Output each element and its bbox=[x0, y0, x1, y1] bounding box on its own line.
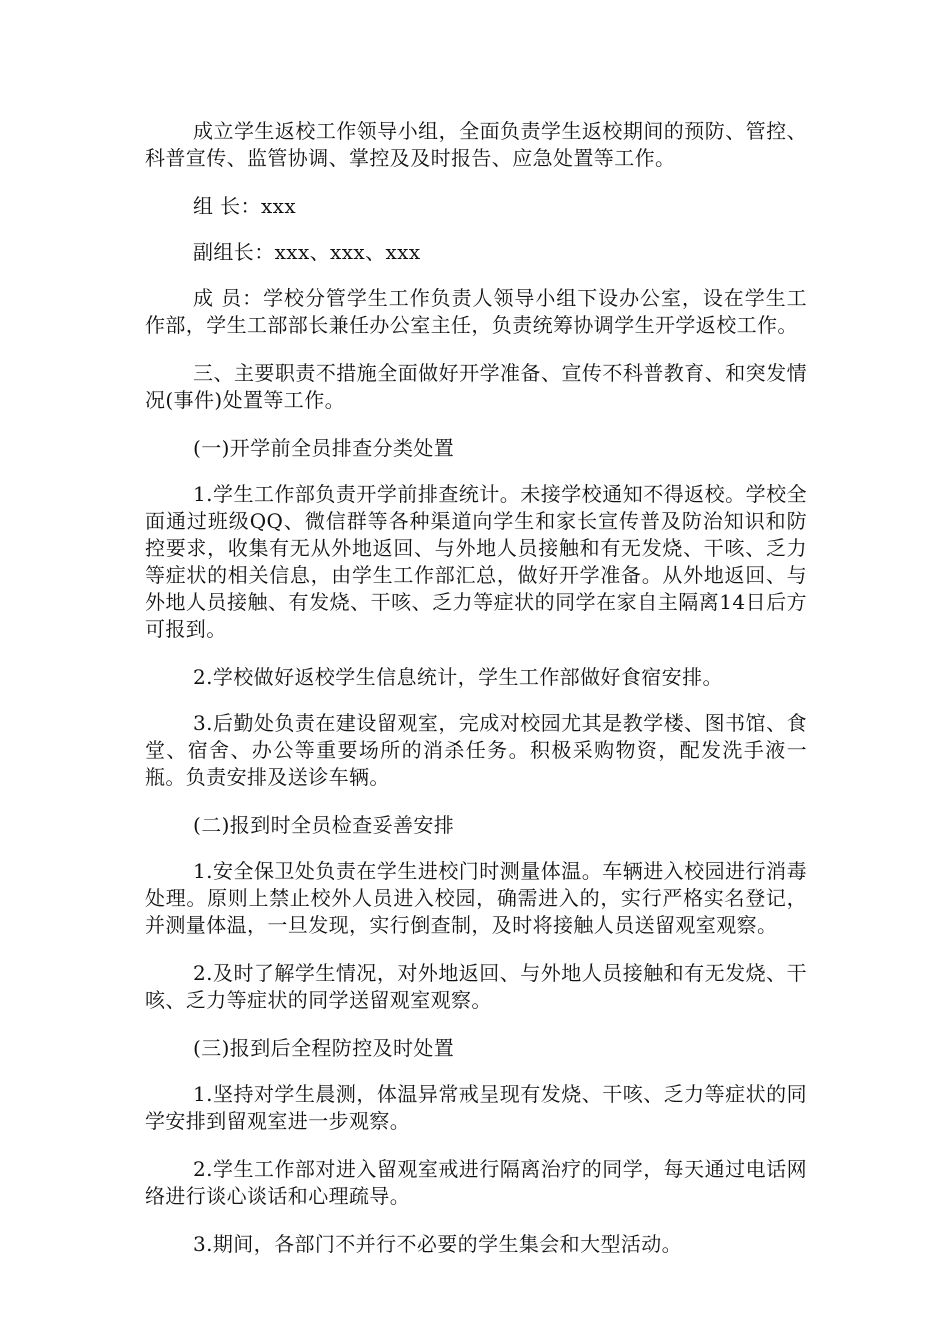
paragraph-item-3-3: 3.期间，各部门不并行不必要的学生集会和大型活动。 bbox=[193, 1232, 683, 1256]
paragraph-item-2-2: 2.及时了解学生情况，对外地返回、与外地人员接触和有无发烧、干咳、乏力等症状的同学送留观室观察。 bbox=[145, 961, 807, 1012]
paragraph-group-leader: 组 长：xxx bbox=[193, 194, 296, 218]
paragraph-leadership-group: 成立学生返校工作领导小组，全面负责学生返校期间的预防、管控、科普宣传、监管协调、掌控及及时报告、应急处置等工作。 bbox=[145, 119, 807, 170]
document-body bbox=[145, 118, 807, 1279]
paragraph-item-1-3: 3.后勤处负责在建设留观室，完成对校园尤其是教学楼、图书馆、食堂、宿舍、办公等重要场所的消杀任务。积极采购物资，配发洗手液一瓶。负责安排及送诊车辆。 bbox=[145, 711, 807, 789]
paragraph-subsection-three-heading: (三)报到后全程防控及时处置 bbox=[193, 1036, 455, 1060]
paragraph-subsection-one-heading: (一)开学前全员排查分类处置 bbox=[193, 436, 455, 460]
paragraph-item-2-1: 1.安全保卫处负责在学生进校门时测量体温。车辆进入校园进行消毒处理。原则上禁止校外人员进入校园，确需进入的，实行严格实名登记，并测量体温，一旦发现，实行倒查制，及时将接触人员送留观室观察。 bbox=[145, 859, 807, 937]
paragraph-members: 成 员：学校分管学生工作负责人领导小组下设办公室，设在学生工作部，学生工部部长兼任办公室主任，负责统筹协调学生开学返校工作。 bbox=[145, 286, 807, 337]
paragraph-item-3-2: 2.学生工作部对进入留观室戒进行隔离治疗的同学，每天通过电话网络进行谈心谈话和心理疏导。 bbox=[145, 1157, 807, 1208]
paragraph-item-1-2: 2.学校做好返校学生信息统计，学生工作部做好食宿安排。 bbox=[193, 665, 723, 689]
paragraph-section-three-heading: 三、主要职责不措施全面做好开学准备、宣传不科普教育、和突发情况(事件)处置等工作。 bbox=[145, 361, 807, 412]
paragraph-deputy-leaders: 副组长：xxx、xxx、xxx bbox=[193, 240, 421, 264]
paragraph-item-1-1: 1.学生工作部负责开学前排查统计。未接学校通知不得返校。学校全面通过班级QQ、微信群等各种渠道向学生和家长宣传普及防治知识和防控要求，收集有无从外地返回、与外地人员接触和有无发烧、干咳、乏力等症状的相关信息，由学生工作部汇总，做好开学准备。从外地返回、与外地人员接触、有发烧、干咳、乏力等症状的同学在家自主隔离14日后方可报到。 bbox=[145, 482, 807, 641]
paragraph-item-3-1: 1.坚持对学生晨测，体温异常戒呈现有发烧、干咳、乏力等症状的同学安排到留观室进一步观察。 bbox=[145, 1082, 807, 1133]
paragraph-subsection-two-heading: (二)报到时全员检查妥善安排 bbox=[193, 813, 455, 837]
